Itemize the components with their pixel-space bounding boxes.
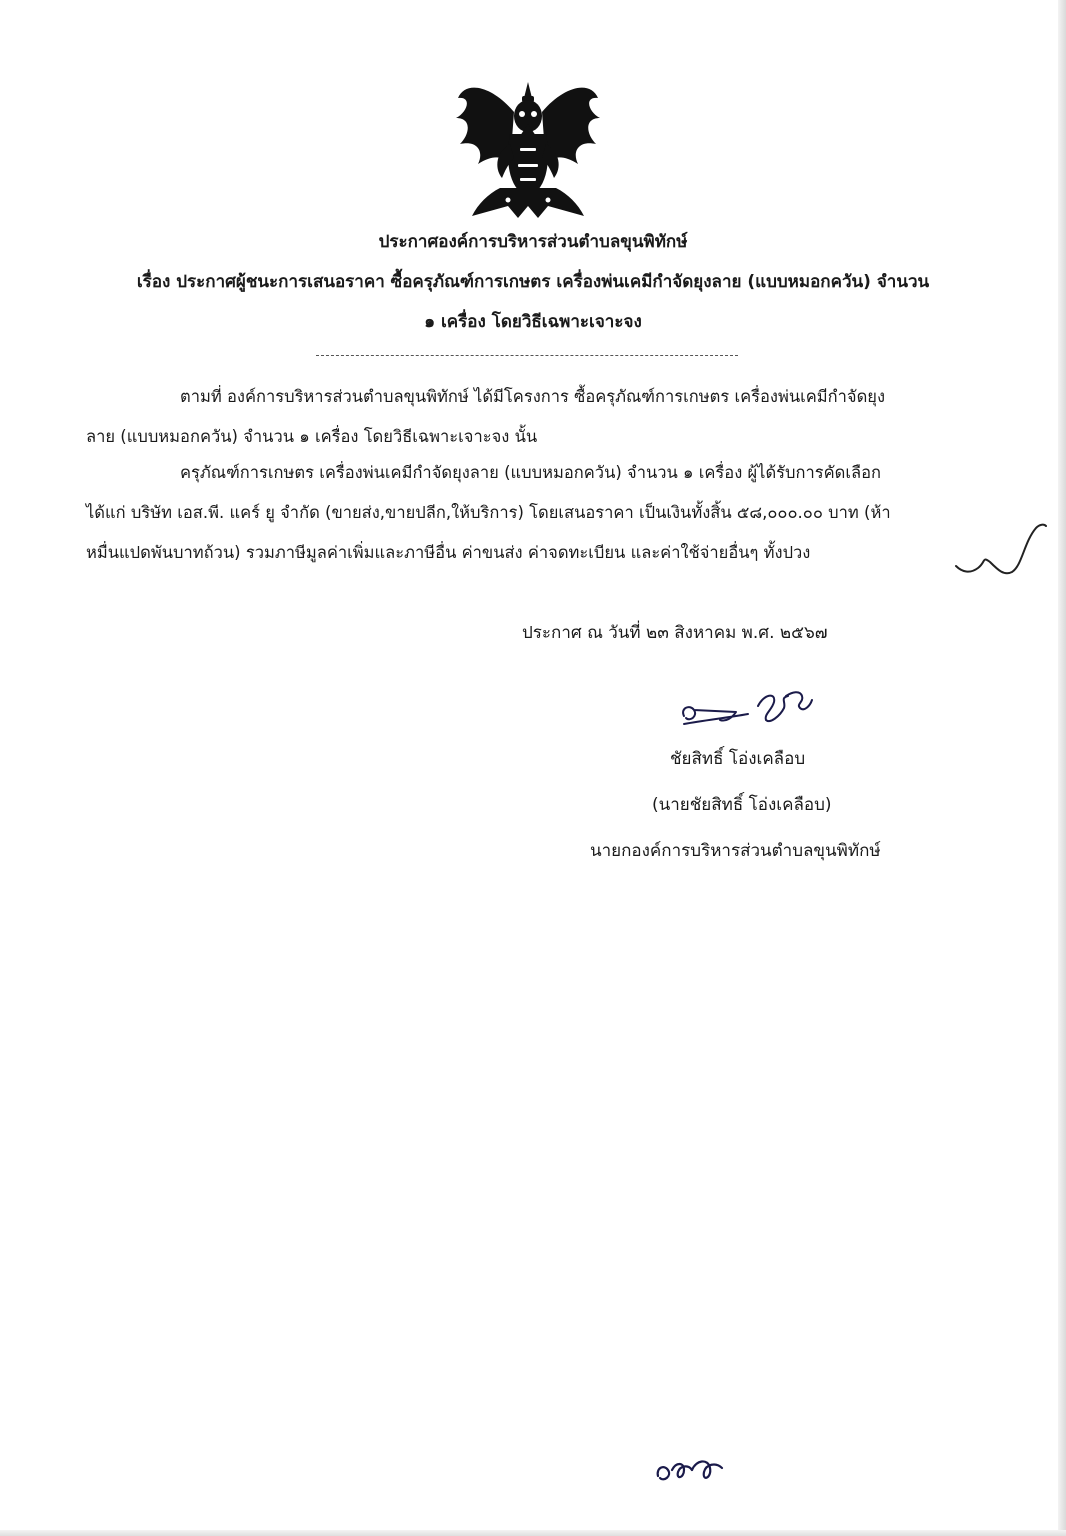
scan-edge-right <box>1058 0 1066 1536</box>
paragraph-2-line-2: ได้แก่ บริษัท เอส.พี. แคร์ ยู จำกัด (ขายส่ง,ขายปลีก,ให้บริการ) โดยเสนอราคา เป็นเงินทั้งสิ้น ๕๘,๐๐๐.๐๐ บาท (ห้า <box>86 503 891 522</box>
paragraph-2-line-1: ครุภัณฑ์การเกษตร เครื่องพ่นเคมีกำจัดยุงลาย (แบบหมอกควัน) จำนวน ๑ เครื่อง ผู้ได้รับการคัดเลือก <box>180 463 882 482</box>
handwritten-page-number-icon <box>652 1448 732 1488</box>
signature-icon <box>676 686 826 732</box>
paragraph-2-line-3: หมื่นแปดพันบาทถ้วน) รวมภาษีมูลค่าเพิ่มและภาษีอื่น ค่าขนส่ง ค่าจดทะเบียน และค่าใช้จ่ายอื่นๆ ทั้งปวง <box>86 543 811 562</box>
garuda-emblem-icon <box>448 78 608 228</box>
subject-line-1: เรื่อง ประกาศผู้ชนะการเสนอราคา ซื้อครุภัณฑ์การเกษตร เครื่องพ่นเคมีกำจัดยุงลาย (แบบหมอกควัน) จำนวน <box>136 272 930 292</box>
announce-date: ประกาศ ณ วันที่ ๒๓ สิงหาคม พ.ศ. ๒๕๖๗ <box>522 623 828 643</box>
header-divider <box>316 355 738 356</box>
signer-position: นายกองค์การบริหารส่วนตำบลขุนพิทักษ์ <box>590 841 881 861</box>
signer-name: ชัยสิทธิ์ โอ่งเคลือบ <box>670 749 806 769</box>
paragraph-1-line-2: ลาย (แบบหมอกควัน) จำนวน ๑ เครื่อง โดยวิธีเฉพาะเจาะจง นั้น <box>86 427 538 446</box>
subject-line-2: ๑ เครื่อง โดยวิธีเฉพาะเจาะจง <box>424 312 642 332</box>
signer-full-name: (นายชัยสิทธิ์ โอ่งเคลือบ) <box>652 795 832 815</box>
paragraph-1-line-1: ตามที่ องค์การบริหารส่วนตำบลขุนพิทักษ์ ได้มีโครงการ ซื้อครุภัณฑ์การเกษตร เครื่องพ่นเคมีกำจัดยุง <box>180 387 886 406</box>
scan-edge-bottom <box>0 1530 1066 1536</box>
agency-title: ประกาศองค์การบริหารส่วนตำบลขุนพิทักษ์ <box>378 232 688 252</box>
pen-mark-icon <box>952 520 1048 584</box>
